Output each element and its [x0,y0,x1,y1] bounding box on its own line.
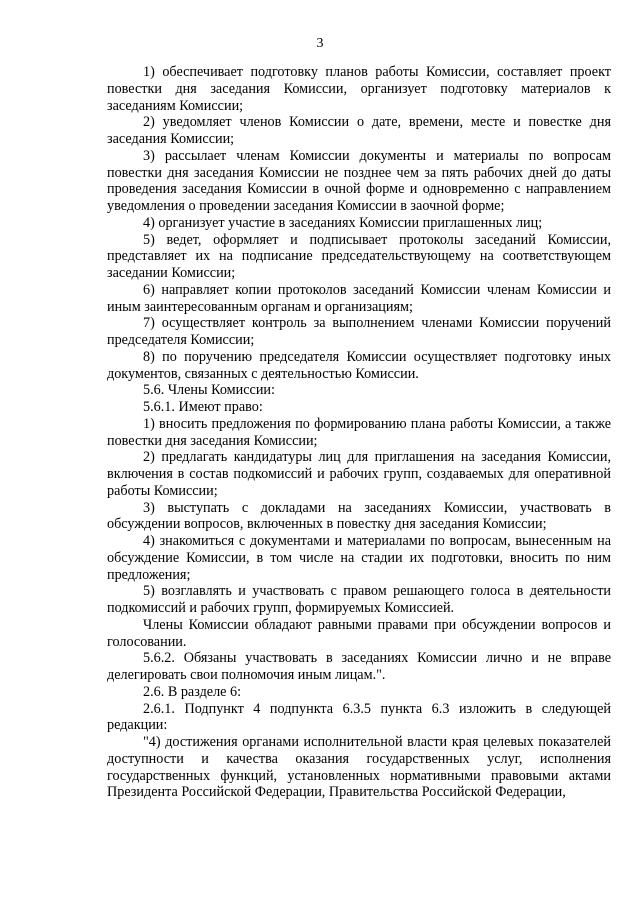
paragraph: "4) достижения органами исполнительной власти края целевых показателей доступности и качества оказания государственных услуг, исполнения государственных функций, установленных нормативными правовыми актами Президента Российской Федерации, Правительства Российской Федерации, [107,734,611,801]
paragraph: 6) направляет копии протоколов заседаний Комиссии членам Комиссии и иным заинтересованным органам и организациям; [107,281,611,315]
paragraph: 5.6.2. Обязаны участвовать в заседаниях Комиссии лично и не вправе делегировать свои полномочия иным лицам.". [107,650,611,683]
paragraph: Члены Комиссии обладают равными правами при обсуждении вопросов и голосовании. [107,616,611,650]
paragraph: 3) рассылает членам Комиссии документы и материалы по вопросам повестки дня заседания Комиссии не позднее чем за пять рабочих дней до даты проведения заседания Комиссии в очной форме и одновременно с направлением уведомления о проведении заседания Комиссии в заочной форме; [107,147,611,214]
paragraph: 4) знакомиться с документами и материалами по вопросам, вынесенным на обсуждение Комиссии, в том числе на стадии их подготовки, вносить по ним предложения; [107,533,611,583]
paragraph: 5.6.1. Имеют право: [143,399,263,415]
paragraph: 5) ведет, оформляет и подписывает протоколы заседаний Комиссии, представляет их на подписание председательствующему на соответствующем заседании Комиссии; [107,231,611,281]
paragraph: 7) осуществляет контроль за выполнением членами Комиссии поручений председателя Комиссии; [107,315,611,348]
paragraph: 1) обеспечивает подготовку планов работы Комиссии, составляет проект повестки дня заседания Комиссии, организует подготовку материалов к заседаниям Комиссии; [107,64,611,114]
paragraph: 3) выступать с докладами на заседаниях Комиссии, участвовать в обсуждении вопросов, включенных в повестку дня заседания Комиссии; [107,499,611,533]
paragraph: 2) предлагать кандидатуры лиц для приглашения на заседания Комиссии, включения в состав подкомиссий и рабочих групп, создаваемых для оперативной работы Комиссии; [107,449,611,499]
paragraph: 2.6. В разделе 6: [143,683,242,700]
paragraph: 2) уведомляет членов Комиссии о дате, времени, месте и повестке дня заседания Комиссии; [107,114,611,147]
paragraph: 2.6.1. Подпункт 4 подпункта 6.3.5 пункта 6.3 изложить в следующей редакции: [107,700,611,734]
paragraph: 8) по поручению председателя Комиссии осуществляет подготовку иных документов, связанных с деятельностью Комиссии. [107,348,611,382]
paragraph: 5) возглавлять и участвовать с правом решающего голоса в деятельности подкомиссий и рабочих групп, формируемых Комиссией. [107,583,611,616]
paragraph: 1) вносить предложения по формированию плана работы Комиссии, а также повестки дня заседания Комиссии; [107,415,611,449]
paragraph: 4) организует участие в заседаниях Комиссии приглашенных лиц; [143,214,543,231]
paragraph: 5.6. Члены Комиссии: [143,382,275,399]
document-body [107,64,611,801]
page-number: 3 [316,36,324,51]
